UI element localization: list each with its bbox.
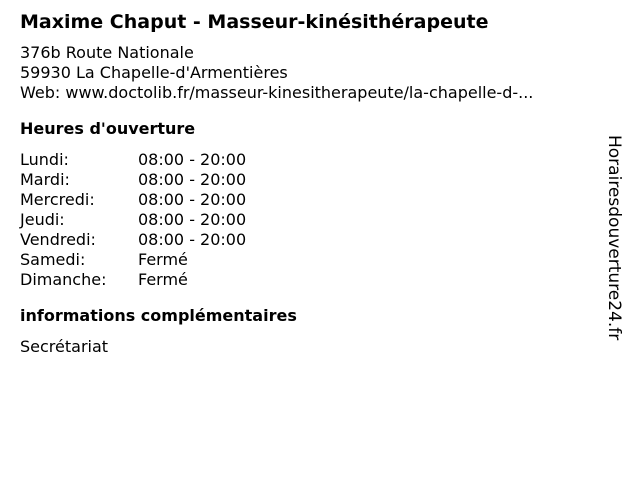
address-street: 376b Route Nationale (20, 43, 194, 62)
hours-row-monday (20, 150, 600, 170)
hours-row-thursday (20, 210, 600, 230)
website-line (20, 83, 600, 103)
day-hours: 08:00 - 20:00 (138, 190, 247, 209)
business-title: Maxime Chaput - Masseur-kinésithérapeute (20, 11, 489, 33)
hours-table (20, 150, 600, 290)
hours-row-sunday (20, 270, 600, 290)
day-hours: Fermé (138, 270, 188, 289)
day-hours: 08:00 - 20:00 (138, 170, 247, 189)
info-heading: informations complémentaires (20, 306, 297, 325)
day-label: Vendredi: (20, 230, 96, 249)
hours-row-tuesday (20, 170, 600, 190)
hours-heading: Heures d'ouverture (20, 119, 196, 138)
day-label: Lundi: (20, 150, 69, 169)
site-watermark: Horairesdouverture24.fr (604, 135, 624, 341)
day-hours: 08:00 - 20:00 (138, 230, 247, 249)
day-label: Dimanche: (20, 270, 107, 289)
day-hours: 08:00 - 20:00 (138, 210, 247, 229)
day-label: Jeudi: (20, 210, 65, 229)
day-label: Mercredi: (20, 190, 95, 209)
day-label: Samedi: (20, 250, 86, 269)
hours-row-wednesday (20, 190, 600, 210)
hours-row-saturday (20, 250, 600, 270)
day-hours: 08:00 - 20:00 (138, 150, 247, 169)
website-label: Web: (20, 83, 61, 102)
website-url[interactable]: www.doctolib.fr/masseur-kinesitherapeute/la-chapelle-d-... (65, 83, 534, 102)
business-card (20, 10, 600, 357)
hours-row-friday (20, 230, 600, 250)
day-hours: Fermé (138, 250, 188, 269)
day-label: Mardi: (20, 170, 70, 189)
info-text: Secrétariat (20, 337, 109, 356)
address-city: 59930 La Chapelle-d'Armentières (20, 63, 288, 82)
